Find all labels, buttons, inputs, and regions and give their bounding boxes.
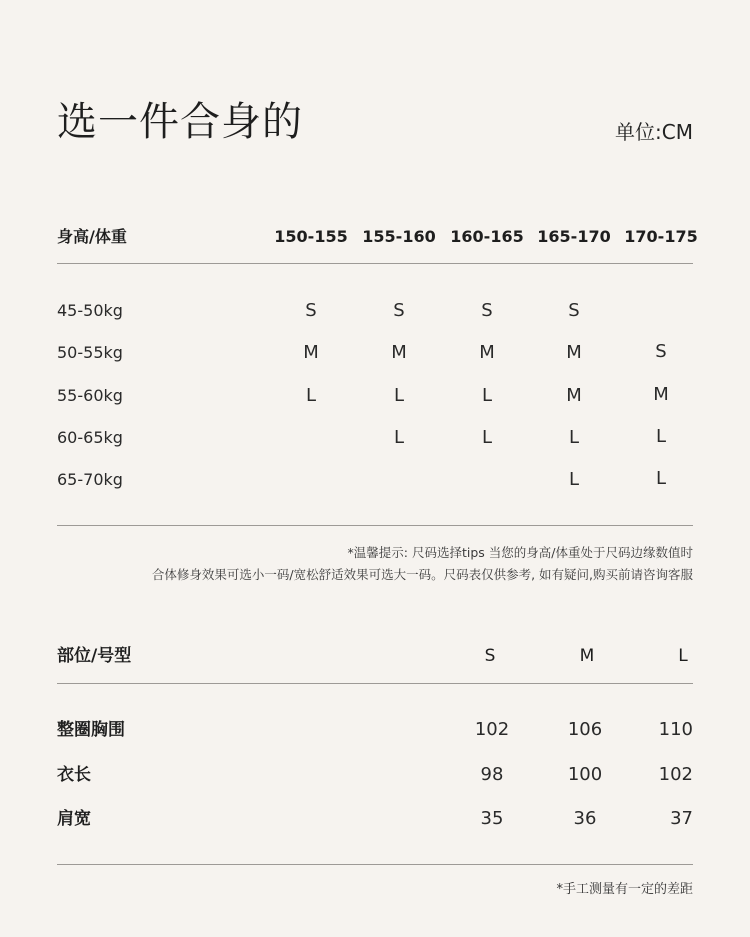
footnote: *手工测量有一定的差距 [556,882,693,897]
divider [57,525,693,526]
size-cell: S [305,300,317,321]
size-column-header: M [579,646,595,666]
size-cell: L [655,426,667,447]
measurement-row-label: 肩宽 [57,809,91,829]
size-cell: L [568,469,580,490]
divider [57,263,693,264]
height-column-header: 155-160 [362,227,436,246]
measurement-value: 35 [480,808,504,829]
size-cell: L [655,468,667,489]
tips-line: *温馨提示: 尺码选择tips 当您的身高/体重处于尺码边缘数值时 [347,545,693,560]
height-column-header: 170-175 [624,227,698,246]
measurement-value: 36 [573,808,597,829]
measurement-corner-label: 部位/号型 [57,646,132,666]
size-cell: L [481,427,493,448]
size-cell: L [393,385,405,406]
measurement-value: 102 [658,764,693,785]
height-column-header: 160-165 [450,227,524,246]
size-cell: M [653,384,669,405]
weight-row-label: 50-55kg [57,343,123,362]
size-cell: S [393,300,405,321]
measurement-value: 110 [658,719,693,740]
measurement-value: 100 [567,764,603,785]
size-cell: M [566,342,582,363]
weight-row-label: 60-65kg [57,428,123,447]
size-cell: L [305,385,317,406]
tips-line: 合体修身效果可选小一码/宽松舒适效果可选大一码。尺码表仅供参考, 如有疑问,购买前请咨询客服 [151,567,693,582]
weight-row-label: 45-50kg [57,301,123,320]
size-cell: L [568,427,580,448]
size-cell: S [655,341,667,362]
size-cell: M [391,342,407,363]
size-cell: M [479,342,495,363]
size-cell: L [393,427,405,448]
measurement-value: 37 [670,808,693,829]
size-column-header: S [484,646,496,666]
size-cell: S [568,300,580,321]
unit-label: 单位:CM [615,120,693,144]
measurement-value: 102 [474,719,510,740]
height-column-header: 150-155 [274,227,348,246]
size-column-header: L [678,646,688,666]
size-cell: M [303,342,319,363]
size-guide-corner-label: 身高/体重 [57,227,127,246]
size-cell: L [481,385,493,406]
page-title: 选一件合身的 [57,99,303,145]
height-column-header: 165-170 [537,227,611,246]
measurement-value: 106 [567,719,603,740]
measurement-value: 98 [480,764,504,785]
weight-row-label: 65-70kg [57,470,123,489]
divider [57,683,693,684]
measurement-row-label: 衣长 [57,765,91,785]
size-cell: M [566,385,582,406]
measurement-row-label: 整圈胸围 [57,720,125,740]
weight-row-label: 55-60kg [57,386,123,405]
divider [57,864,693,865]
size-cell: S [481,300,493,321]
